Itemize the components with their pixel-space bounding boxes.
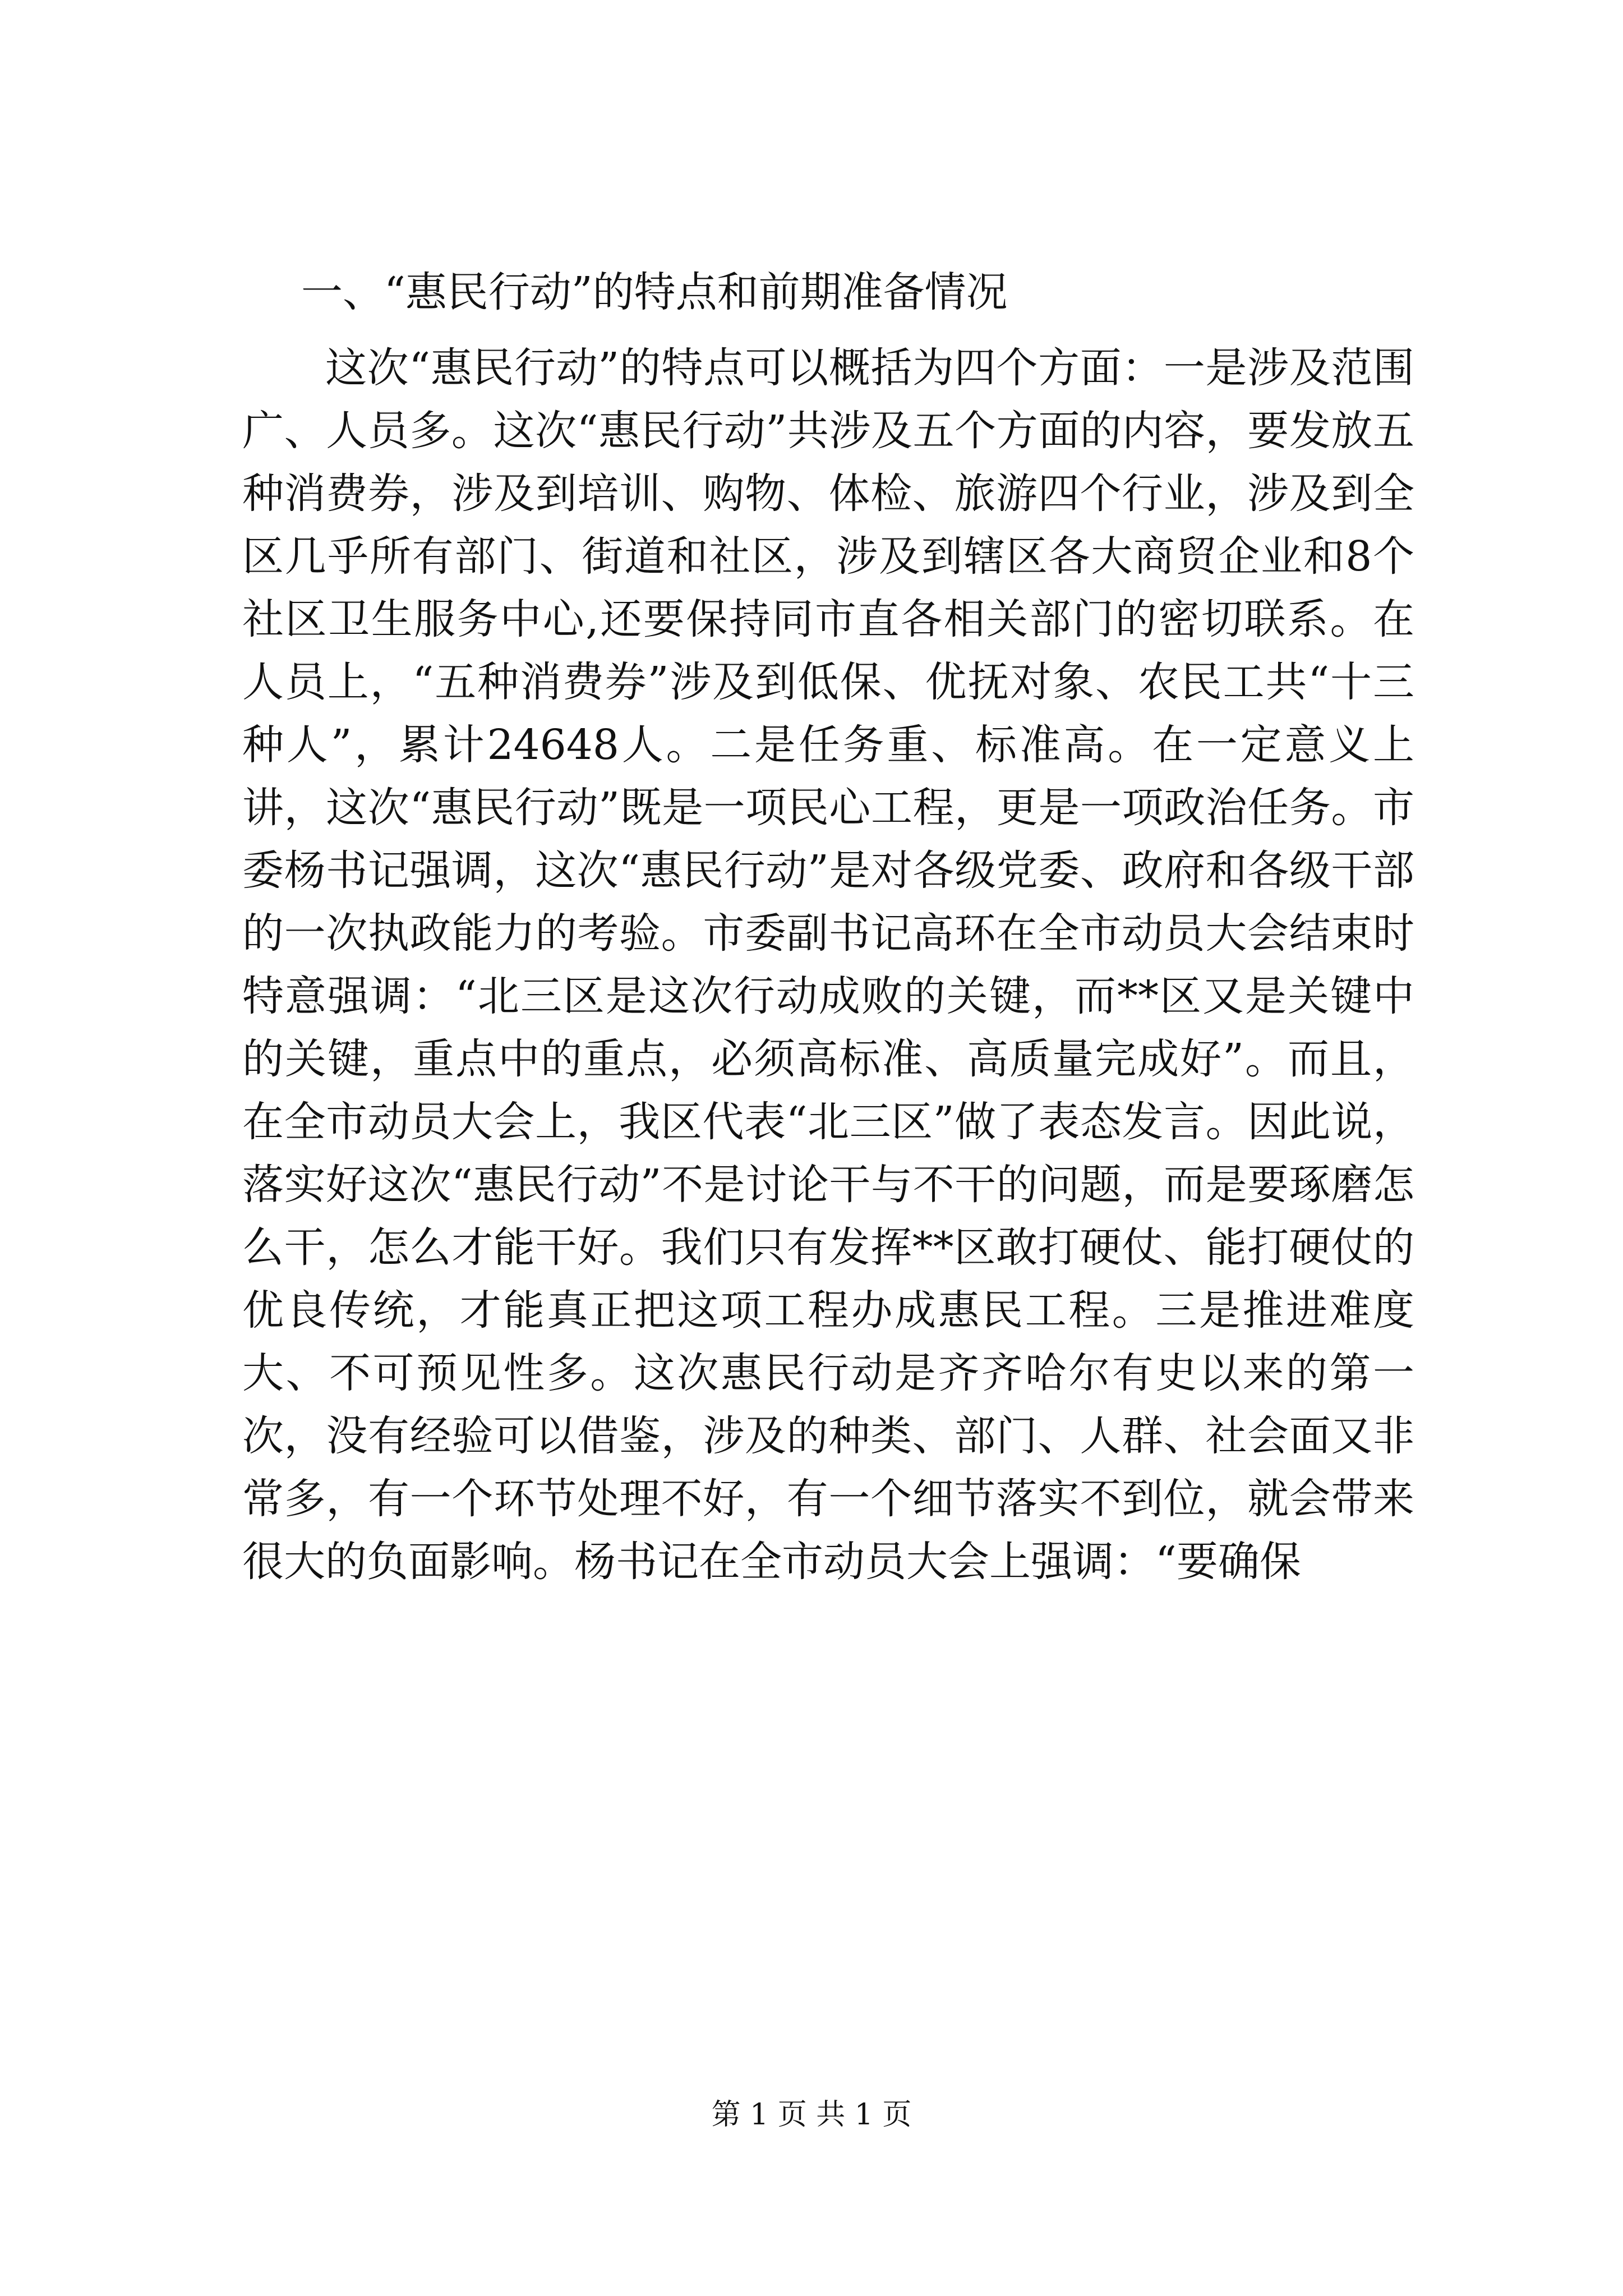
page-footer: 第 1 页 共 1 页 (711, 2098, 912, 2132)
body-paragraph: 这次“惠民行动”的特点可以概括为四个方面：一是涉及范围广、人员多。这次“惠民行动”共涉及五个方面的内容，要发放五种消费券，涉及到培训、购物、体检、旅游四个行业，涉及到全区几乎所有部门、街道和社区，涉及到辖区各大商贸企业和8个社区卫生服务中心,还要保持同市直各相关部门的密切联系。在人员上，“五种消费券”涉及到低保、优抚对象、农民工共“十三种人”，累计24648人。二是任务重、标准高。在一定意义上讲，这次“惠民行动”既是一项民心工程，更是一项政治任务。市委杨书记强调，这次“惠民行动”是对各级党委、政府和各级干部的一次执政能力的考验。市委副书记高环在全市动员大会结束时特意强调：“北三区是这次行动成败的关键，而**区又是关键中的关键，重点中的重点，必须高标准、高质量完成好”。而且，在全市动员大会上，我区代表“北三区”做了表态发言。因此说，落实好这次“惠民行动”不是讨论干与不干的问题，而是要琢磨怎么干，怎么才能干好。我们只有发挥**区敢打硬仗、能打硬仗的优良传统，才能真正把这项工程办成惠民工程。三是推进难度大、不可预见性多。这次惠民行动是齐齐哈尔有史以来的第一次，没有经验可以借鉴，涉及的种类、部门、人群、社会面又非常多，有一个环节处理不好，有一个细节落实不到位，就会带来很大的负面影响。杨书记在全市动员大会上强调：“要确保 (242, 344, 1414, 1586)
section-heading: 一、“惠民行动”的特点和前期准备情况 (301, 268, 1008, 316)
